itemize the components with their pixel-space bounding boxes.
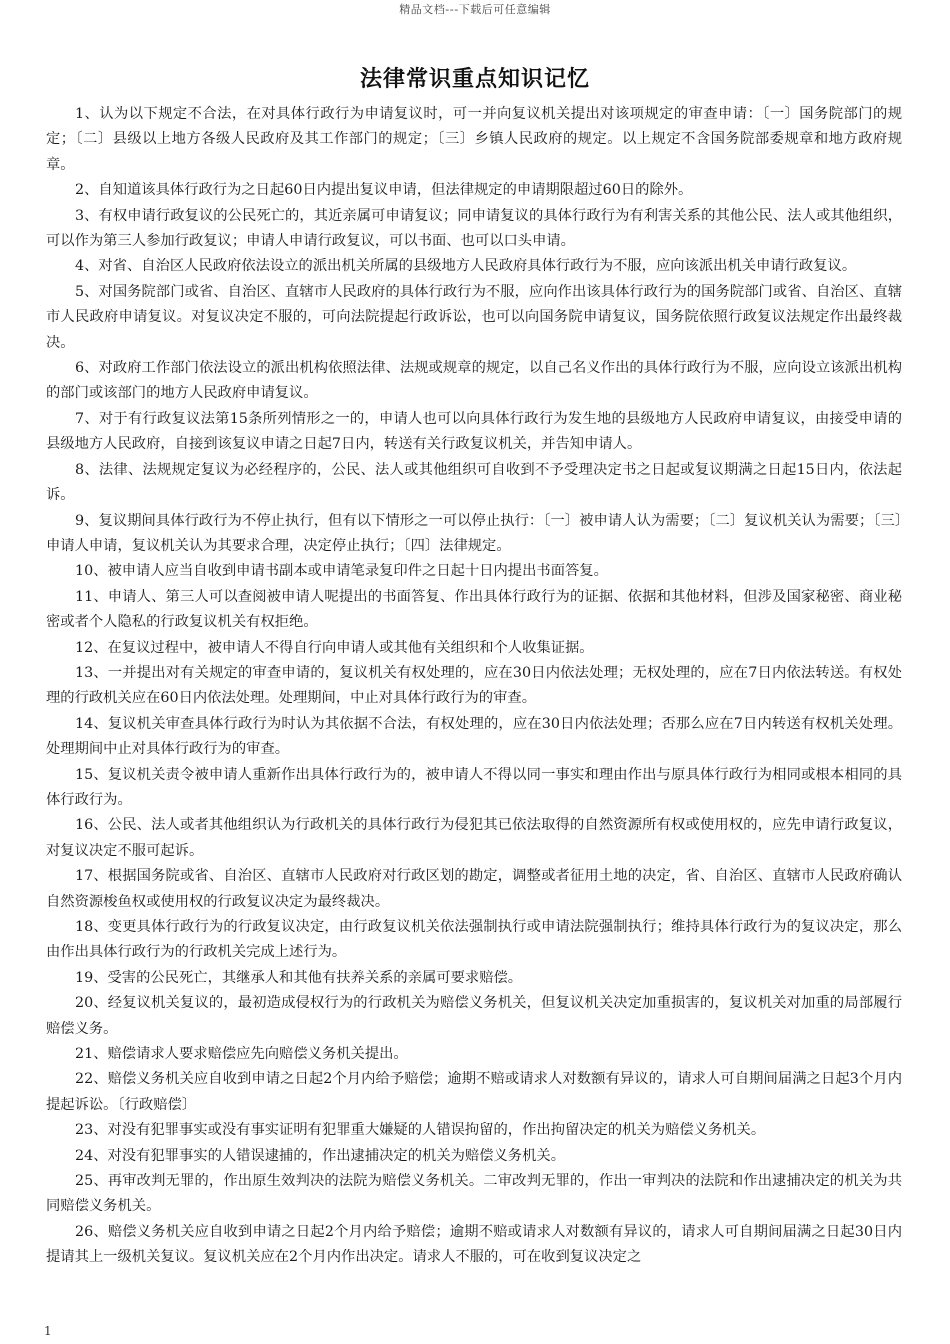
paragraph-7: 7、对于有行政复议法第15条所列情形之一的，申请人也可以向具体行政行为发生地的县级地方人民政府申请复议，由接受申请的县级地方人民政府，自接到该复议申请之日起7日内，转送有关行政复议机关，并告知申请人。 bbox=[46, 410, 902, 453]
paragraph-11: 11、申请人、第三人可以查阅被申请人呢提出的书面答复、作出具体行政行为的证据、依据和其他材料，但涉及国家秘密、商业秘密或者个人隐私的行政复议机关有权拒绝。 bbox=[46, 588, 902, 631]
document-body bbox=[46, 102, 902, 1271]
paragraph-3: 3、有权申请行政复议的公民死亡的，其近亲属可申请复议；同申请复议的具体行政行为有利害关系的其他公民、法人或其他组织，可以作为第三人参加行政复议；申请人申请行政复议，可以书面、也可以口头申请。 bbox=[46, 207, 902, 250]
paragraph-20: 20、经复议机关复议的，最初造成侵权行为的行政机关为赔偿义务机关，但复议机关决定加重损害的，复议机关对加重的局部履行赔偿义务。 bbox=[46, 995, 902, 1037]
document-title: 法律常识重点知识记忆 bbox=[359, 67, 590, 92]
paragraph-14: 14、复议机关审查具体行政行为时认为其依据不合法，有权处理的，应在30日内依法处理；否那么应在7日内转送有权机关处理。处理期间中止对具体行政行为的审查。 bbox=[46, 715, 902, 758]
page-number: 1 bbox=[44, 1324, 52, 1338]
paragraph-16: 16、公民、法人或者其他组织认为行政机关的具体行政行为侵犯其已依法取得的自然资源所有权或使用权的，应先申请行政复议，对复议决定不服可起诉。 bbox=[46, 817, 902, 859]
paragraph-25: 25、再审改判无罪的，作出原生效判决的法院为赔偿义务机关。二审改判无罪的，作出一审判决的法院和作出逮捕决定的机关为共同赔偿义务机关。 bbox=[46, 1173, 902, 1215]
paragraph-26: 26、赔偿义务机关应自收到申请之日起2个月内给予赔偿；逾期不赔或请求人对数额有异议的，请求人可自期间届满之日起30日内提请其上一级机关复议。复议机关应在2个月内作出决定。请求人不服的，可在收到复议决定之 bbox=[46, 1223, 902, 1266]
paragraph-18: 18、变更具体行政行为的行政复议决定，由行政复议机关依法强制执行或申请法院强制执行；维持具体行政行为的复议决定，那么由作出具体行政行为的行政机关完成上述行为。 bbox=[46, 919, 902, 961]
paragraph-4: 4、对省、自治区人民政府依法设立的派出机关所属的县级地方人民政府具体行政行为不服，应向该派出机关申请行政复议。 bbox=[75, 258, 857, 275]
paragraph-8: 8、法律、法规规定复议为必经程序的，公民、法人或其他组织可自收到不予受理决定书之日起或复议期满之日起15日内，依法起诉。 bbox=[46, 461, 902, 504]
paragraph-23: 23、对没有犯罪事实或没有事实证明有犯罪重大嫌疑的人错误拘留的，作出拘留决定的机关为赔偿义务机关。 bbox=[75, 1122, 766, 1139]
paragraph-6: 6、对政府工作部门依法设立的派出机构依照法律、法规或规章的规定，以自己名义作出的具体行政行为不服，应向设立该派出机构的部门或该部门的地方人民政府申请复议。 bbox=[46, 360, 902, 402]
page-header: 精品文档---下载后可任意编辑 bbox=[399, 3, 551, 16]
paragraph-24: 24、对没有犯罪事实的人错误逮捕的，作出逮捕决定的机关为赔偿义务机关。 bbox=[75, 1147, 565, 1164]
paragraph-1: 1、认为以下规定不合法，在对具体行政行为申请复议时，可一并向复议机关提出对该项规定的审查申请：〔一〕国务院部门的规定；〔二〕县级以上地方各级人民政府及其工作部门的规定；〔三〕乡镇人民政府的规定。以上规定不含国务院部委规章和地方政府规章。 bbox=[46, 106, 902, 173]
paragraph-13: 13、一并提出对有关规定的审查申请的，复议机关有权处理的，应在30日内依法处理；无权处理的，应在7日内依法转送。有权处理的行政机关应在60日内依法处理。处理期间，中止对具体行政行为的审查。 bbox=[46, 664, 902, 707]
paragraph-12: 12、在复议过程中，被申请人不得自行向申请人或其他有关组织和个人收集证据。 bbox=[75, 639, 594, 656]
paragraph-17: 17、根据国务院或省、自治区、直辖市人民政府对行政区划的勘定，调整或者征用土地的决定，省、自治区、直辖市人民政府确认自然资源梭鱼权或使用权的行政复议决定为最终裁决。 bbox=[46, 868, 902, 910]
paragraph-9: 9、复议期间具体行政行为不停止执行，但有以下情形之一可以停止执行：〔一〕被申请人认为需要；〔二〕复议机关认为需要；〔三〕申请人申请，复议机关认为其要求合理，决定停止执行；〔四〕法律规定。 bbox=[46, 512, 902, 554]
paragraph-21: 21、赔偿请求人要求赔偿应先向赔偿义务机关提出。 bbox=[75, 1046, 408, 1063]
paragraph-5: 5、对国务院部门或省、自治区、直辖市人民政府的具体行政行为不服，应向作出该具体行政行为的国务院部门或省、自治区、直辖市人民政府申请复议。对复议决定不服的，可向法院提起行政诉讼，也可以向国务院申请复议，国务院依照行政复议法规定作出最终裁决。 bbox=[46, 283, 902, 351]
paragraph-10: 10、被申请人应当自收到申请书副本或申请笔录复印件之日起十日内提出书面答复。 bbox=[75, 563, 608, 580]
paragraph-15: 15、复议机关责令被申请人重新作出具体行政行为的，被申请人不得以同一事实和理由作出与原具体行政行为相同或根本相同的具体行政行为。 bbox=[46, 766, 902, 808]
paragraph-22: 22、赔偿义务机关应自收到申请之日起2个月内给予赔偿；逾期不赔或请求人对数额有异议的，请求人可自期间届满之日起3个月内提起诉讼。〔行政赔偿〕 bbox=[46, 1071, 902, 1113]
paragraph-19: 19、受害的公民死亡，其继承人和其他有扶养关系的亲属可要求赔偿。 bbox=[75, 969, 523, 986]
paragraph-2: 2、自知道该具体行政行为之日起60日内提出复议申请，但法律规定的申请期限超过60日的除外。 bbox=[75, 182, 693, 199]
